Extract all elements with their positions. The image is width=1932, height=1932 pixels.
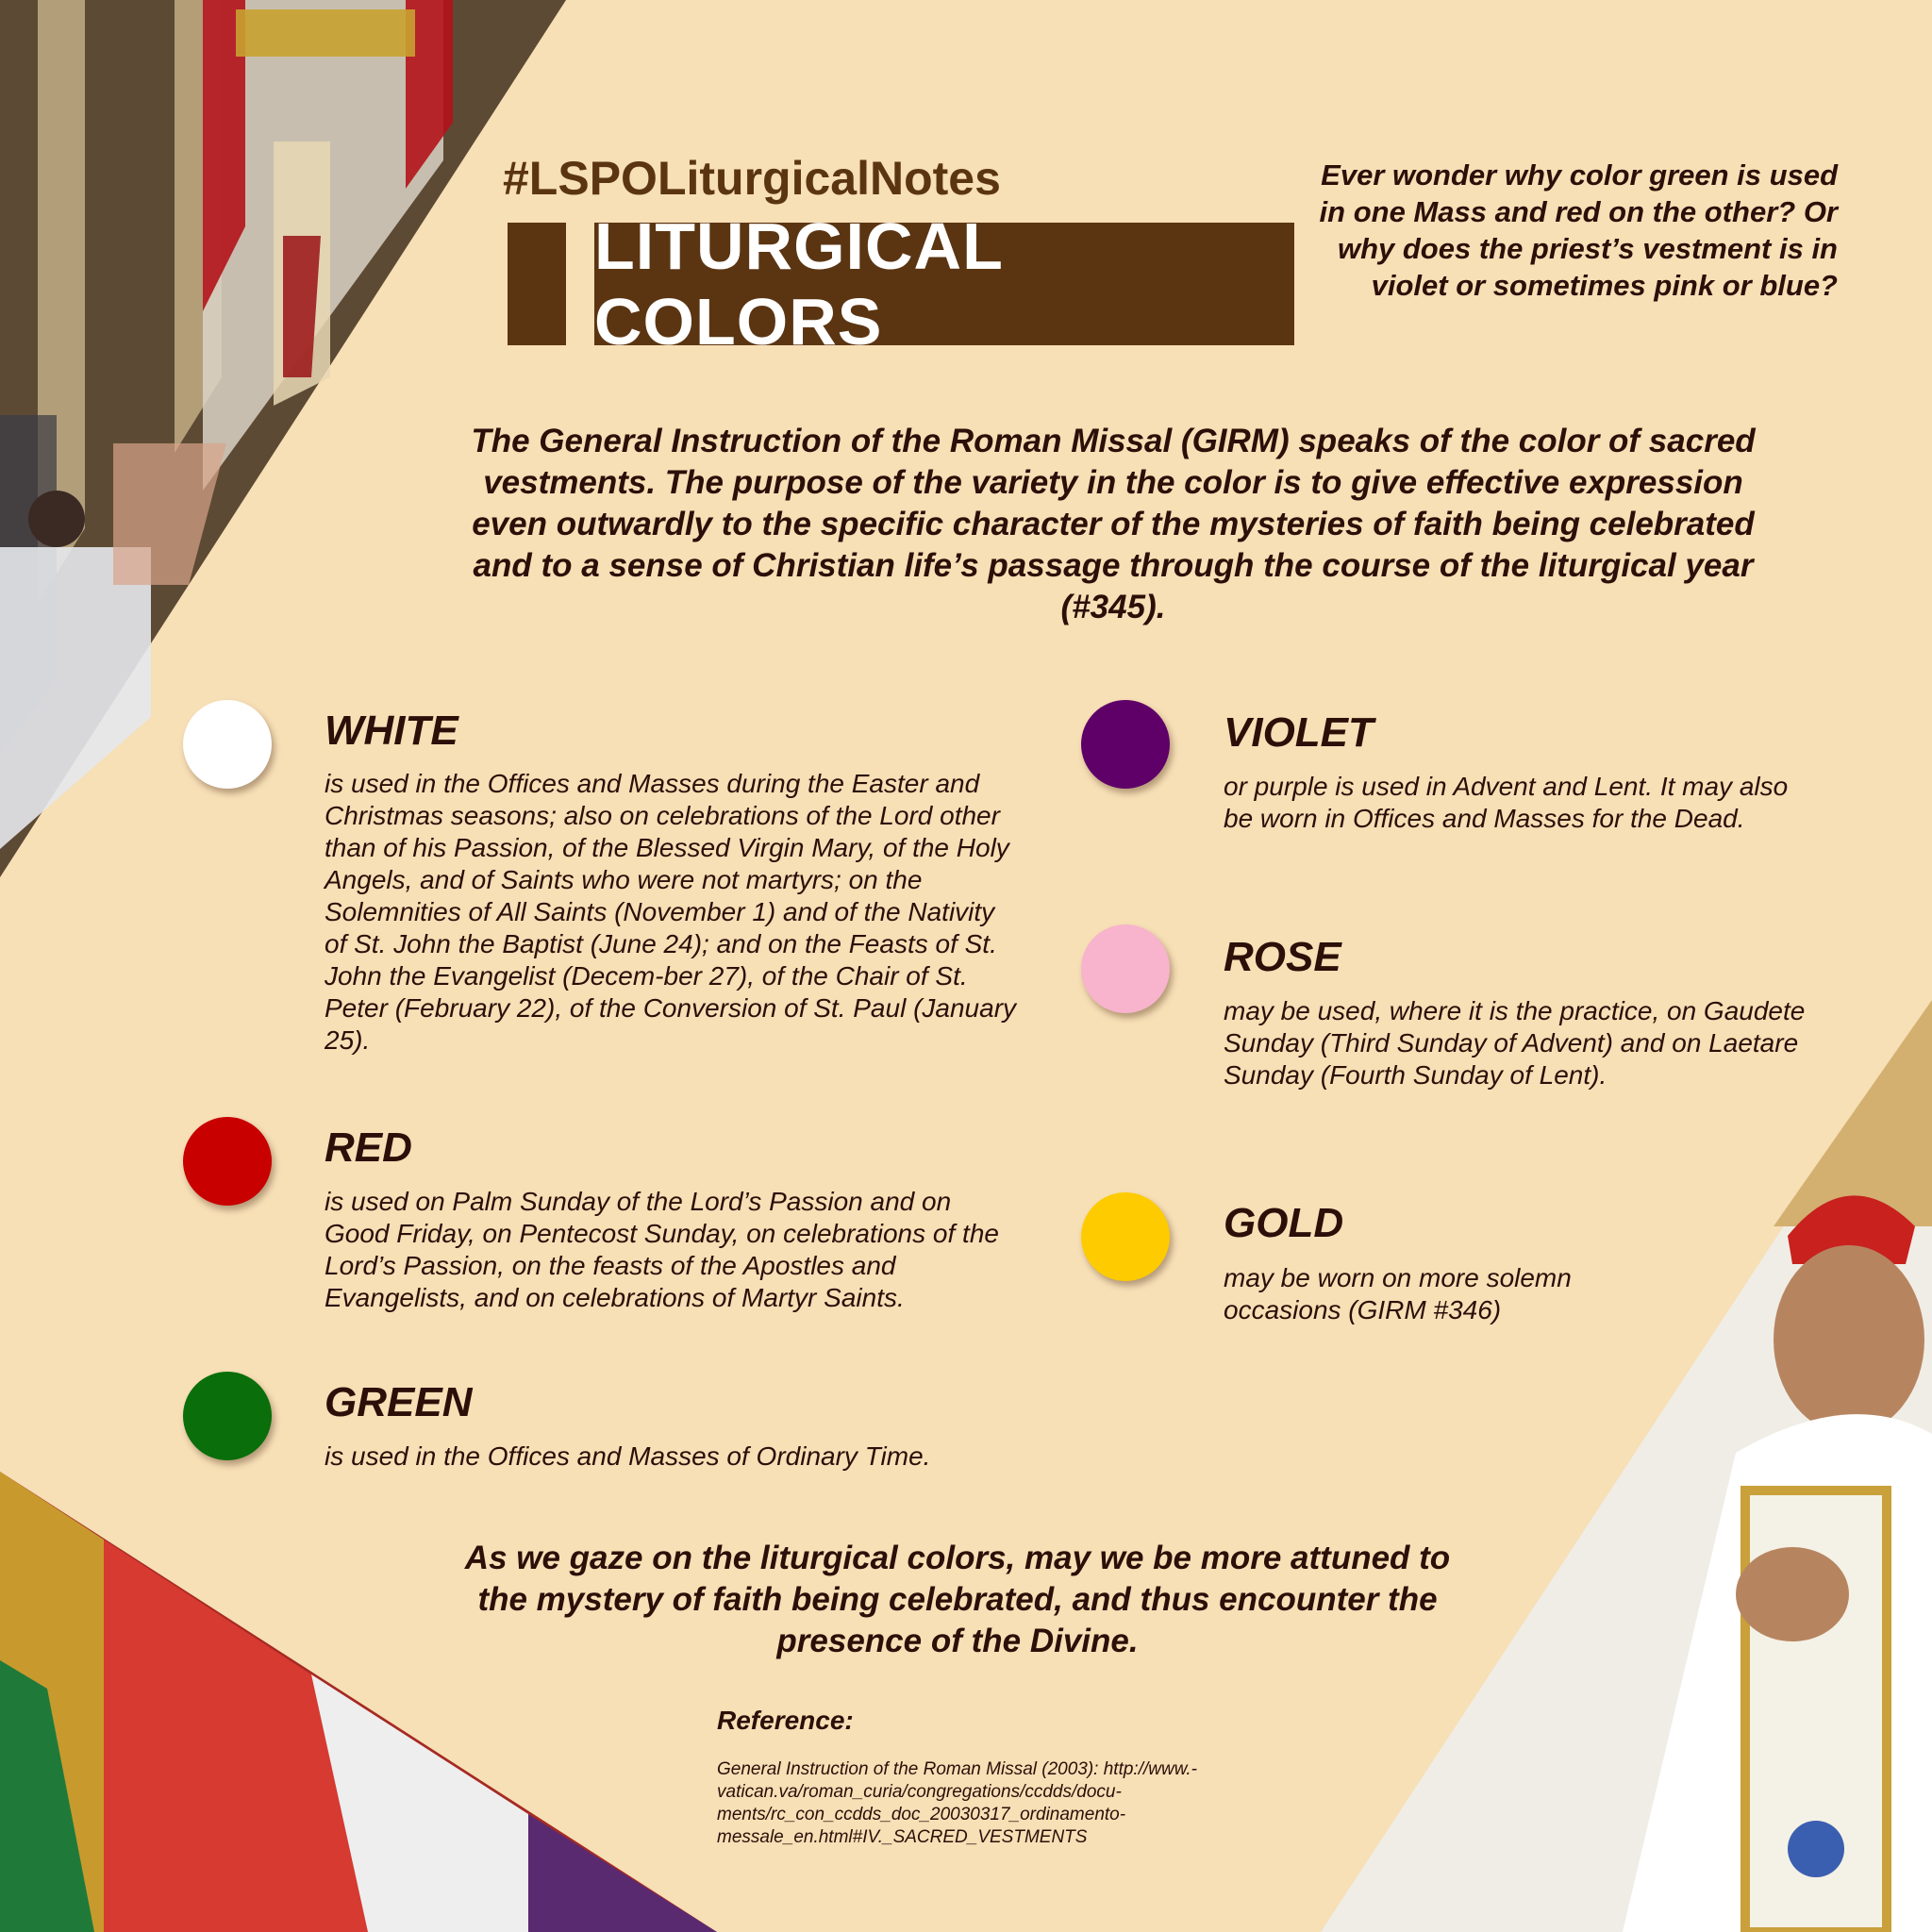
page-title: LITURGICAL COLORS	[594, 209, 1003, 358]
reference-label: Reference:	[717, 1706, 854, 1735]
title-accent-bar	[508, 223, 566, 345]
color-name-violet: VIOLET	[1224, 709, 1374, 756]
intro-question: Ever wonder why color green is used in one Mass and red on the other? Or why does the priest’s vestment is in violet or sometimes pink or blue?	[1319, 158, 1838, 302]
color-name-rose: ROSE	[1224, 934, 1341, 980]
title-banner	[594, 209, 1294, 358]
reference-text: General Instruction of the Roman Missal (2003): http://www.-vatican.va/roman_curia/congregations/ccdds/docu-ments/rc_con_ccdds_doc_20030317_ordinamento-messale_en.html#IV._SACRED_VESTMENTS	[717, 1759, 1197, 1847]
red-swatch	[183, 1117, 272, 1206]
girm-intro: The General Instruction of the Roman Missal (GIRM) speaks of the color of sacred vestments. The purpose of the variety in the color is to give effective expression even outwardly to the specific character of the mysteries of faith being celebrated and to a sense of Christian life’s passage through the course of the liturgical year (#345).	[471, 423, 1756, 625]
color-name-green: GREEN	[325, 1379, 473, 1425]
closing-message: As we gaze on the liturgical colors, may we be more attuned to the mystery of faith being celebrated, and thus encounter the presence of the Divine.	[464, 1540, 1451, 1659]
color-desc-red: is used on Palm Sunday of the Lord’s Passion and on Good Friday, on Pentecost Sunday, on celebrations of the Lord’s Passion, on the feasts of the Apostles and Evangelists, and on celebrations of Martyr Saints.	[325, 1187, 999, 1312]
color-desc-white: is used in the Offices and Masses during the Easter and Christmas seasons; also on celebrations of the Lord other than of his Passion, of the Blessed Virgin Mary, of the Holy Angels, and of Saints who were not martyrs; on the Solemnities of All Saints (November 1) and of the Nativity of St. John the Baptist (June 24); and on the Feasts of St. John the Evangelist (Decem-ber 27), of the Chair of St. Peter (February 22), of the Conversion of St. Paul (January 25).	[325, 769, 1017, 1055]
rose-swatch	[1081, 924, 1170, 1013]
white-swatch	[183, 700, 272, 789]
color-name-gold: GOLD	[1224, 1200, 1344, 1246]
color-name-white: WHITE	[325, 708, 458, 754]
color-desc-gold: may be worn on more solemn occasions (GIRM #346)	[1224, 1263, 1572, 1324]
hashtag: #LSPOLiturgicalNotes	[503, 152, 1001, 205]
gold-swatch	[1081, 1192, 1170, 1281]
color-desc-violet: or purple is used in Advent and Lent. It may also be worn in Offices and Masses for the Dead.	[1224, 772, 1789, 833]
violet-swatch	[1081, 700, 1170, 789]
color-desc-green: is used in the Offices and Masses of Ordinary Time.	[325, 1441, 931, 1471]
color-desc-rose: may be used, where it is the practice, on Gaudete Sunday (Third Sunday of Advent) and on Laetare Sunday (Fourth Sunday of Lent).	[1224, 996, 1806, 1090]
color-name-red: RED	[325, 1124, 412, 1171]
green-swatch	[183, 1372, 272, 1460]
